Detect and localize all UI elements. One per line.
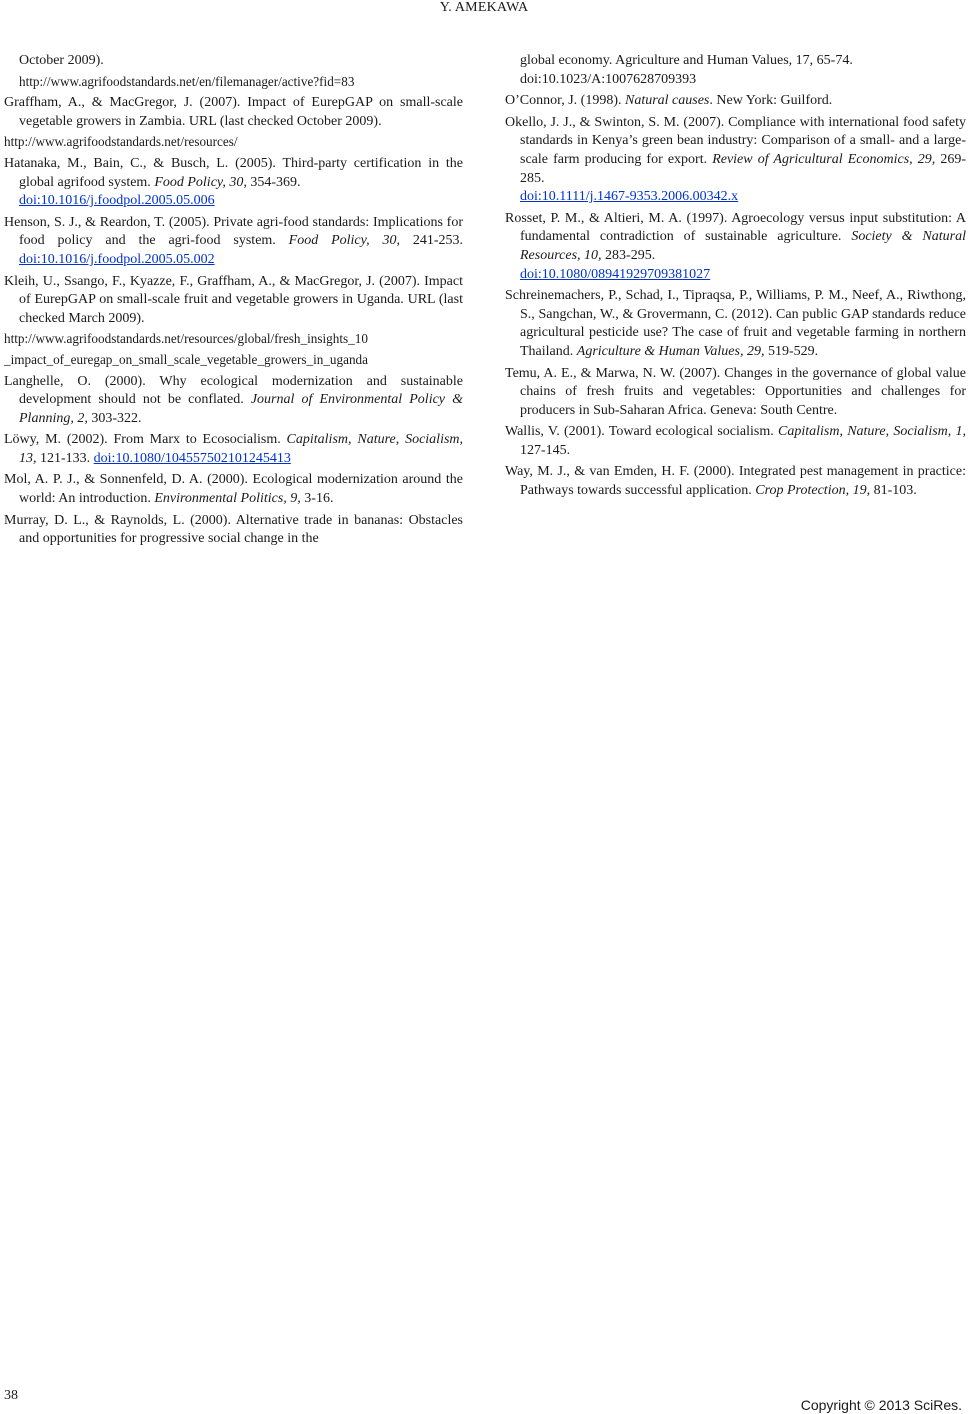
reference-text: Way, M. J., & van Emden, H. F. (2000). Integrated pest management in practice: Pathways towards successful application. [505,464,966,499]
reference-continuation [4,52,463,91]
reference-text: October 2009). [19,53,104,68]
reference-item [4,431,463,468]
reference-journal: Review of Agricultural Economics, 29, [712,151,936,167]
reference-doi-link[interactable]: doi:10.1080/08941929709381027 [520,266,711,282]
reference-item [505,92,966,111]
reference-pages: 121-133. [36,450,94,466]
reference-pages: 65-74. [813,53,853,68]
running-header: Y. AMEKAWA [439,0,529,15]
reference-text: Wallis, V. (2001). Toward ecological socialism. [505,424,778,440]
reference-item [4,273,463,370]
reference-item [505,423,966,460]
reference-item [4,155,463,211]
reference-pages: 241-253. [399,233,463,249]
reference-pages: 519-529. [764,343,819,359]
reference-pages: 127-145. [520,442,571,458]
copyright-notice: Copyright © 2013 SciRes. [800,1397,962,1413]
reference-journal: Capitalism [777,424,840,440]
reference-item [505,365,966,421]
reference-pages: 81-103. [870,483,917,499]
reference-text: Murray, D. L., & Raynolds, L. (2000). Alternative trade in bananas: Obstacles and opportunities for progressive social change in the [4,512,463,547]
reference-item [4,94,463,152]
reference-journal: Agriculture & Human Values, 29, [576,343,765,359]
reference-url[interactable]: http://www.agrifoodstandards.net/en/filemanager/active?fid=83 [19,73,355,89]
reference-doi-link[interactable]: doi:10.1016/j.foodpol.2005.05.002 [19,251,215,267]
reference-text: Henson, S. J., & Reardon, T. (2005). Private agri-food standards: Implications for food policy and the agri-food system. [4,214,463,249]
reference-journal: Nature [357,432,396,448]
reference-url[interactable]: http://www.agrifoodstandards.net/resources/global/fresh_insights_10 [4,331,368,347]
reference-continuation [505,52,966,89]
reference-text: O’Connor, J. (1998). [505,93,625,109]
reference-text: Okello, J. J., & Swinton, S. M. (2007). Compliance with international food safety standards in Kenya’s green bean industry: Comparison of a small- and a large-scale farm producing for export. [505,114,966,167]
reference-journal: Environmental Politics, 9, [154,491,301,507]
reference-journal: Crop Protection, 19, [755,483,871,499]
reference-journal: Natural causes [624,93,710,109]
reference-text: Schreinemachers, P., Schad, I., Tipraqsa, P., Williams, P. M., Neef, A., Riwthong, S., Sangchan, W., & Grovermann, C. (2012). Can public GAP standards reduce agricultural pesticide use? The case of fruit and vegetable farming in northern Thailand. [505,288,966,359]
reference-journal: Food Policy, 30, [154,174,247,190]
reference-journal: Society & Natural Resources, 10, [520,229,966,263]
reference-text: Kleih, U., Ssango, F., Kyazze, F., Graffham, A., & MacGregor, J. (2007). Impact of EurepGAP on small-scale fruit and vegetable growers in Uganda. URL (last checked March 2009). [4,273,463,326]
reference-journal: Journal of Environmental Policy & Planning, 2, [19,392,463,426]
reference-item [505,210,966,284]
reference-item [505,287,966,361]
reference-text: Graffham, A., & MacGregor, J. (2007). Impact of EurepGAP on small-scale vegetable growers in Zambia. URL (last checked October 2009). [4,95,463,129]
reference-item [4,214,463,270]
reference-item [4,373,463,429]
reference-separator: , [885,424,894,440]
reference-doi-link[interactable]: doi:10.1111/j.1467-9353.2006.00342.x [520,189,739,205]
reference-journal: Socialism, 13, [19,432,464,466]
reference-pages: 303-322. [87,410,142,426]
reference-journal: Agriculture and Human Values, 17, [615,53,814,68]
reference-text: Langhelle, O. (2000). Why ecological modernization and sustainable development should not be conflated. [4,373,463,408]
reference-journal: Food Policy, 30, [288,233,400,249]
reference-text: Hatanaka, M., Bain, C., & Busch, L. (2005). Third-party certification in the global agrifood system. [4,155,463,190]
reference-text: Temu, A. E., & Marwa, N. W. (2007). Changes in the governance of global value chains of fresh fruits and vegetables: Opportunities and challenges for producers in Sub-Saharan Africa. Geneva: South Centre. [505,365,966,418]
reference-text: Löwy, M. (2002). From Marx to Ecosocialism. [4,432,287,448]
reference-item [4,512,463,549]
reference-journal: Nature [847,424,886,440]
reference-item [4,471,463,508]
reference-pages: 3-16. [300,491,334,507]
reference-url[interactable]: http://www.agrifoodstandards.net/resources/ [4,134,238,150]
reference-journal: Capitalism [286,432,349,448]
reference-text: Rosset, P. M., & Altieri, M. A. (1997). Agroecology versus input substitution: A fundamental contradiction of sustainable agriculture. [505,210,966,245]
reference-doi-link[interactable]: doi:10.1016/j.foodpol.2005.05.006 [19,193,215,209]
reference-text: Mol, A. P. J., & Sonnenfeld, D. A. (2000). Ecological modernization around the world: An introduction. [4,472,463,507]
references-left-column [4,52,463,552]
reference-separator: , [395,432,406,448]
reference-item [505,463,966,500]
reference-url-continuation[interactable]: _impact_of_euregap_on_small_scale_vegetable_growers_in_uganda [4,351,368,367]
reference-pages: 269-285. [520,151,966,186]
reference-separator: , [348,432,358,448]
reference-journal: Socialism, 1, [893,424,967,440]
reference-separator: , [839,424,848,440]
reference-pages: 354-369. [246,174,301,190]
reference-doi-link[interactable]: doi:10.1080/104557502101245413 [93,450,291,466]
reference-doi-link[interactable]: doi:10.1023/A:1007628709393 [520,71,697,87]
reference-pages: 283-295. [601,247,656,263]
page-number: 38 [4,1388,18,1403]
reference-item [505,114,966,207]
references-right-column [505,52,966,504]
reference-pages: . New York: Guilford. [709,93,833,109]
reference-text: global economy. [520,53,616,68]
